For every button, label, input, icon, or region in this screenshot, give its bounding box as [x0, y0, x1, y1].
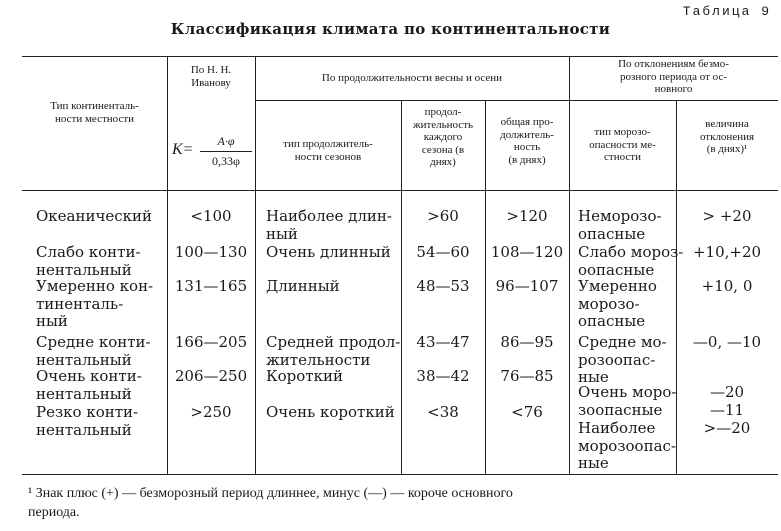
frost-row-4-deviation: —0, —10 [692, 333, 762, 351]
frost-row-2-type: Слабо мороз- оопасные [578, 243, 684, 279]
header-frost-type: тип морозо- опасности ме- стности [589, 126, 656, 163]
row-2-k: 100—130 [174, 243, 248, 261]
table-title: Классификация климата по континентальности [170, 20, 611, 38]
row-1-season: Наиболее длин- ный [266, 207, 392, 243]
ivanov-formula [170, 134, 254, 172]
frost-row-6-type: Наиболее морозоопас- ные [578, 419, 676, 472]
row-5-total: 76—85 [500, 367, 554, 385]
row-3-type: Умеренно кон- тиненталь- ный [36, 277, 154, 330]
row-6-total: <76 [511, 403, 543, 421]
formula-fraction-bar [200, 151, 252, 152]
row-6-season: Очень короткий [266, 403, 395, 421]
header-bottom-rule [22, 190, 778, 191]
row-3-k: 131—165 [174, 277, 248, 295]
frost-row-4-type: Средне мо- розоопас- ные [578, 333, 667, 386]
footnote: ¹ Знак плюс (+) — безморозный период длиннее, минус (—) — короче основного периода. [28, 486, 513, 520]
frost-row-3-type: Умеренно морозо- опасные [578, 277, 657, 330]
frost-row-5-deviation: —20 —11 [709, 383, 745, 419]
header-type: Тип континенталь- ности местности [50, 100, 139, 125]
row-3-total: 96—107 [495, 277, 559, 295]
row-6-length: <38 [427, 403, 459, 421]
row-6-type: Резко конти- нентальный [36, 403, 139, 439]
header-total-length: общая про- должитель- ность (в днях) [500, 116, 554, 166]
header-ivanov: По Н. Н. Иванову [190, 64, 232, 89]
frost-row-1-deviation: > +20 [702, 207, 752, 225]
header-spring-autumn: По продолжительности весны и осени [321, 72, 503, 84]
row-1-length: >60 [427, 207, 459, 225]
row-3-season: Длинный [266, 277, 340, 295]
table-label: Таблица 9 [682, 4, 771, 19]
row-4-k: 166—205 [174, 333, 248, 351]
table-top-rule [22, 56, 778, 57]
header-frostless: По отклонениям безмо- розного периода от ос- новного [618, 58, 729, 95]
row-2-type: Слабо конти- нентальный [36, 243, 141, 279]
col-divider-5 [569, 56, 570, 474]
col-divider-2 [255, 56, 256, 474]
frost-row-3-deviation: +10, 0 [701, 277, 753, 295]
frost-row-1-type: Неморозо- опасные [578, 207, 662, 243]
row-6-k: >250 [190, 403, 232, 421]
formula-numerator: A·φ [217, 134, 235, 148]
row-5-type: Очень конти- нентальный [36, 367, 142, 403]
frost-row-5-type: Очень моро- зоопасные [578, 383, 677, 419]
row-2-total: 108—120 [490, 243, 564, 261]
frost-row-6-deviation: >—20 [703, 419, 751, 437]
row-5-k: 206—250 [174, 367, 248, 385]
formula-lhs: K= [172, 141, 194, 158]
row-4-total: 86—95 [500, 333, 554, 351]
row-3-length: 48—53 [416, 277, 470, 295]
header-deviation: величина отклонения (в днях)¹ [699, 118, 755, 155]
row-4-length: 43—47 [416, 333, 470, 351]
header-mid-rule [255, 100, 778, 101]
row-5-length: 38—42 [416, 367, 470, 385]
header-season-length: продол- жительность каждого сезона (в днях) [412, 106, 474, 168]
frost-row-2-deviation: +10,+20 [692, 243, 762, 261]
row-2-length: 54—60 [416, 243, 470, 261]
footnote-rule [22, 474, 778, 475]
header-season-type: тип продолжитель- ности сезонов [283, 138, 373, 163]
row-4-season: Средней продол- жительности [266, 333, 401, 369]
row-5-season: Короткий [266, 367, 343, 385]
formula-denominator: 0,33φ [212, 154, 240, 168]
row-2-season: Очень длинный [266, 243, 391, 261]
row-1-type: Океанический [36, 207, 153, 225]
row-1-total: >120 [506, 207, 548, 225]
row-1-k: <100 [190, 207, 232, 225]
row-4-type: Средне конти- нентальный [36, 333, 151, 369]
